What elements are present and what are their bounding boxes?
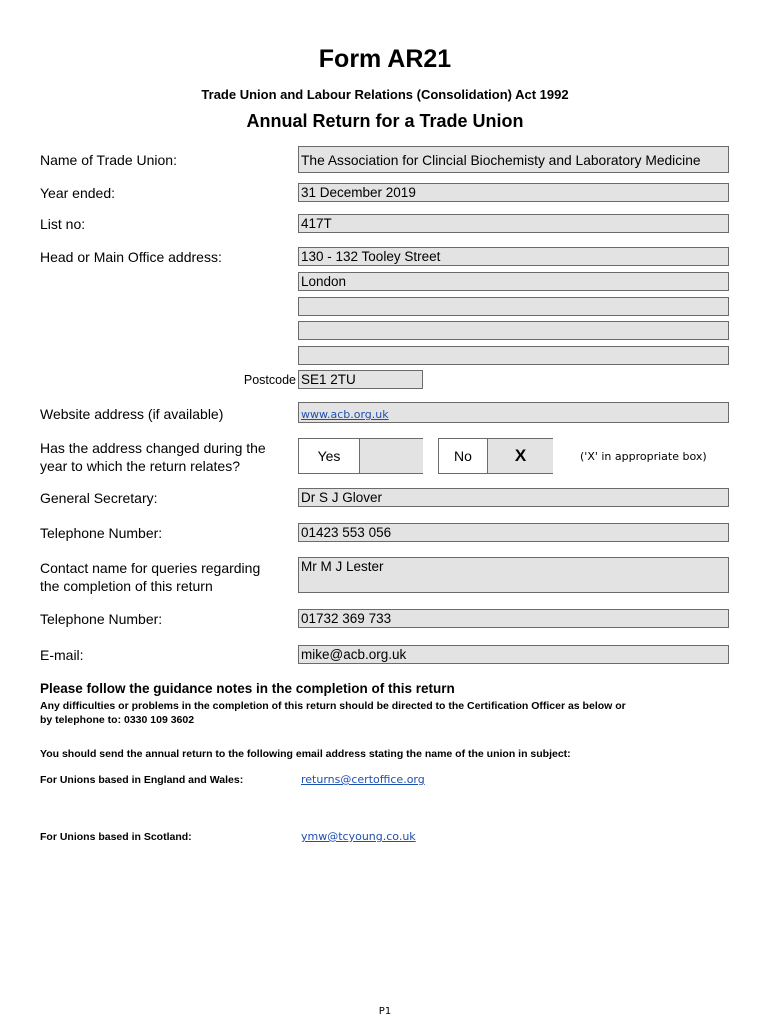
scotland-label: For Unions based in Scotland: xyxy=(40,831,192,843)
website-field[interactable] xyxy=(298,402,729,423)
address-line-2[interactable]: London xyxy=(298,272,729,291)
address-line-5[interactable] xyxy=(298,346,729,365)
return-heading: Annual Return for a Trade Union xyxy=(246,111,524,131)
secretary-label: General Secretary: xyxy=(40,490,158,506)
secretary-field[interactable]: Dr S J Glover xyxy=(298,488,729,507)
contact-telephone-label: Telephone Number: xyxy=(40,611,163,627)
yes-checkbox[interactable] xyxy=(359,439,423,473)
contact-name-field[interactable]: Mr M J Lester xyxy=(298,557,729,593)
year-ended-field[interactable]: 31 December 2019 xyxy=(298,183,729,202)
name-label: Name of Trade Union: xyxy=(40,152,177,168)
telephone-field[interactable]: 01423 553 056 xyxy=(298,523,729,542)
list-label: List no: xyxy=(40,216,86,232)
guidance-text: Any difficulties or problems in the completion of this return should be directed to the Certification Officer as below or by telephone to: 0330 109 3602 xyxy=(40,700,626,726)
email-label: E-mail: xyxy=(40,647,84,663)
address-changed-label: Has the address changed during the year to which the return relates? xyxy=(40,440,266,474)
address-line-4[interactable] xyxy=(298,321,729,340)
union-name-field[interactable]: The Association for Clincial Biochemisty and Laboratory Medicine xyxy=(298,146,729,173)
telephone-label: Telephone Number: xyxy=(40,525,163,541)
no-option[interactable] xyxy=(438,438,553,474)
form-title: Form AR21 xyxy=(318,45,452,73)
postcode-label: Postcode xyxy=(243,373,296,387)
address-line-3[interactable] xyxy=(298,297,729,316)
address-line-1[interactable]: 130 - 132 Tooley Street xyxy=(298,247,729,266)
page-number: P1 xyxy=(378,1006,392,1017)
choice-hint: ('X' in appropriate box) xyxy=(580,450,707,463)
yes-option[interactable] xyxy=(298,438,423,474)
no-checkbox[interactable]: X xyxy=(487,439,553,473)
yes-label: Yes xyxy=(317,448,341,464)
act-subtitle: Trade Union and Labour Relations (Consolidation) Act 1992 xyxy=(201,87,569,102)
address-label: Head or Main Office address: xyxy=(40,249,222,265)
website-link[interactable]: www.acb.org.uk xyxy=(301,408,389,421)
contact-telephone-field[interactable]: 01732 369 733 xyxy=(298,609,729,628)
scotland-email-link[interactable]: ymw@tcyoung.co.uk xyxy=(301,830,416,843)
send-instructions: You should send the annual return to the following email address stating the name of the union in subject: xyxy=(40,748,571,760)
website-label: Website address (if available) xyxy=(40,406,224,422)
email-field[interactable]: mike@acb.org.uk xyxy=(298,645,729,664)
postcode-field[interactable]: SE1 2TU xyxy=(298,370,423,389)
england-label: For Unions based in England and Wales: xyxy=(40,774,244,786)
year-label: Year ended: xyxy=(40,185,115,201)
contact-label: Contact name for queries regarding the completion of this return xyxy=(40,560,261,594)
england-email-link[interactable]: returns@certoffice.org xyxy=(301,773,425,786)
list-no-field[interactable]: 417T xyxy=(298,214,729,233)
guidance-title: Please follow the guidance notes in the completion of this return xyxy=(40,681,455,696)
no-label: No xyxy=(454,448,472,464)
